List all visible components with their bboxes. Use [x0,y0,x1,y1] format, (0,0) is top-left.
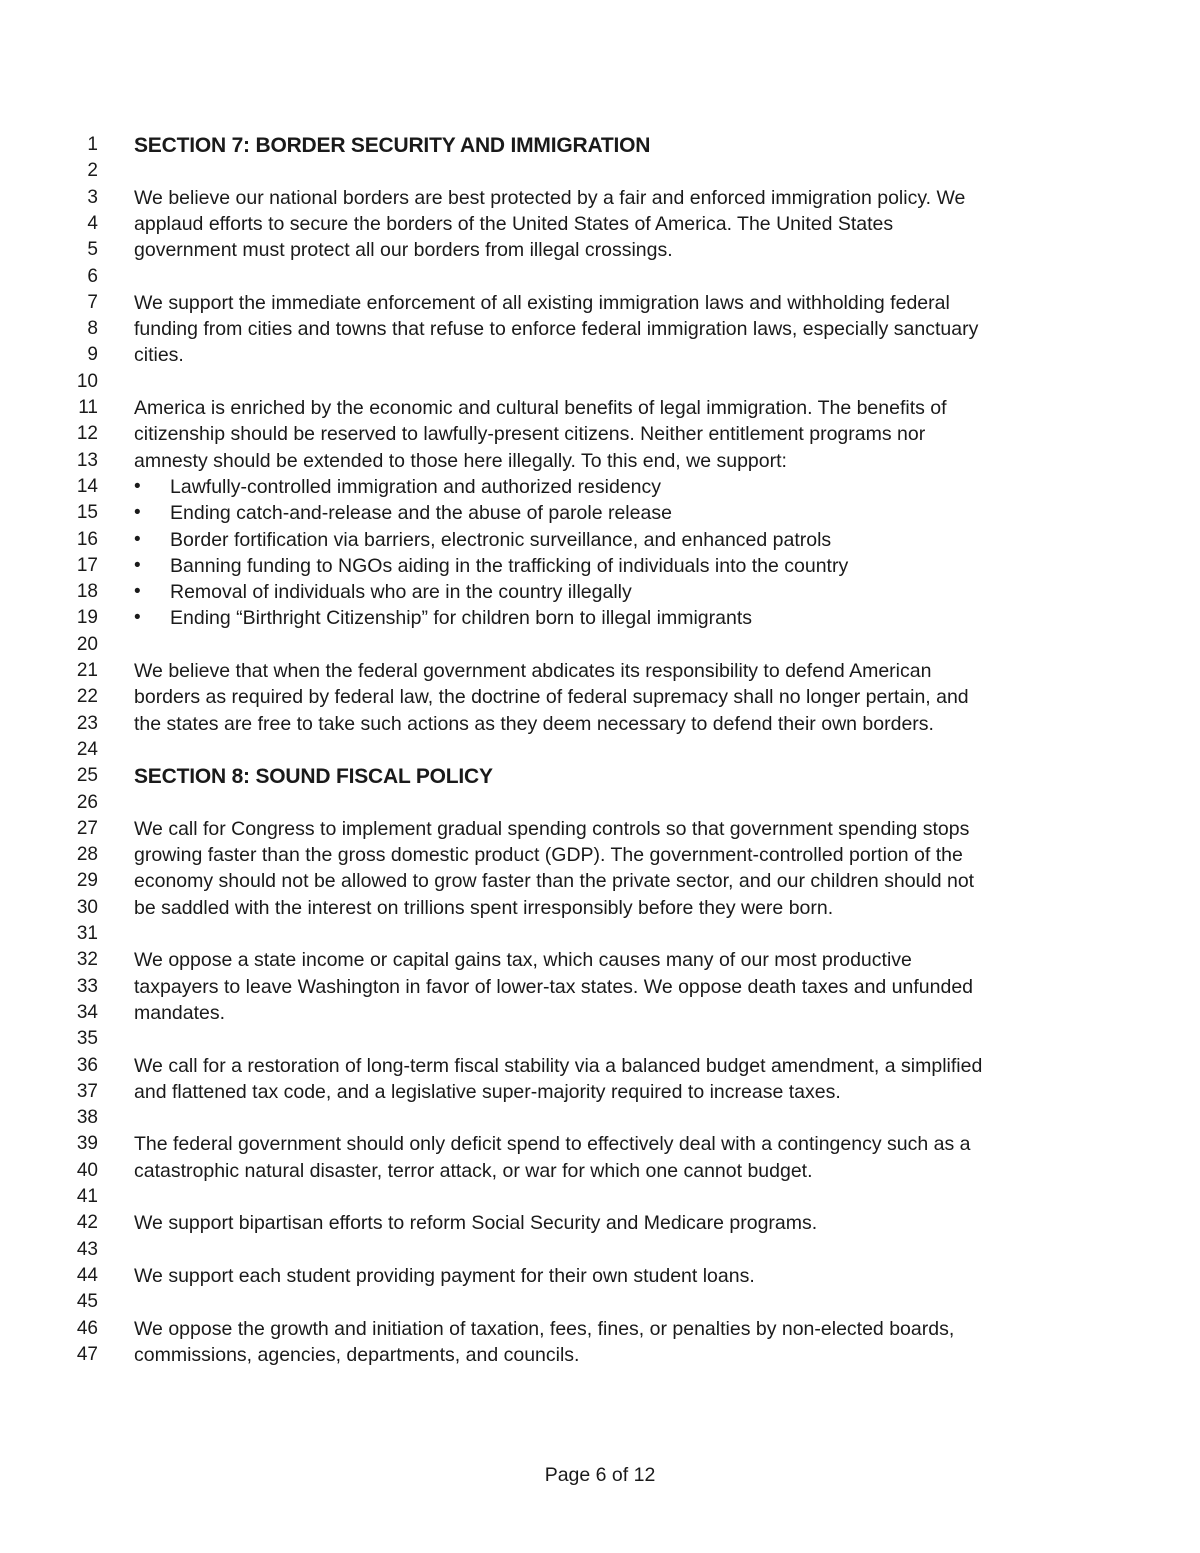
text-line [0,816,1200,842]
line-number: 11 [78,397,98,418]
line-number: 6 [87,265,98,287]
line-number: 46 [76,1317,98,1339]
line-number: 3 [87,186,98,208]
line-text: economy should not be allowed to grow faster than the private sector, and our children should not [134,870,975,893]
text-line [0,868,1200,894]
line-text: funding from cities and towns that refuse to enforce federal immigration laws, especially sanctuary [134,318,979,341]
line-number: 18 [76,581,98,603]
line-number: 32 [76,949,98,971]
line-text: growing faster than the gross domestic product (GDP). The government-controlled portion of the [134,844,963,867]
text-line [0,895,1200,921]
line-number: 23 [76,712,98,734]
text-line [0,1131,1200,1157]
line-text: We believe our national borders are best protected by a fair and enforced immigration policy. We [134,186,966,209]
line-text: America is enriched by the economic and cultural benefits of legal immigration. The benefits of [134,397,947,419]
text-line [0,1026,1200,1052]
line-number: 36 [76,1054,98,1076]
bullet-icon: • [134,554,141,576]
line-number: 35 [76,1028,98,1050]
line-number: 37 [76,1080,98,1102]
text-line [0,211,1200,237]
page-footer: Page 6 of 12 [544,1464,656,1486]
section-heading: SECTION 8: SOUND FISCAL POLICY [134,765,493,789]
line-text: taxpayers to leave Washington in favor of lower-tax states. We oppose death taxes and unfunded [134,975,974,998]
text-line [0,1184,1200,1210]
line-number: 10 [76,370,98,392]
line-number: 31 [76,923,98,944]
line-text: We believe that when the federal government abdicates its responsibility to defend American [134,660,932,682]
line-number: 7 [87,291,98,313]
section-heading: SECTION 7: BORDER SECURITY AND IMMIGRATION [134,134,651,157]
line-text: We oppose a state income or capital gains tax, which causes many of our most productive [134,949,912,972]
line-number: 2 [87,160,98,182]
line-number: 19 [76,607,98,629]
line-number: 28 [76,844,98,866]
line-number: 38 [76,1107,98,1129]
text-line [0,237,1200,263]
bullet-line [0,474,1200,500]
line-text: We support bipartisan efforts to reform Social Security and Medicare programs. [134,1212,818,1235]
text-line [0,790,1200,816]
line-text: commissions, agencies, departments, and councils. [134,1343,580,1366]
text-line [0,921,1200,947]
bullet-icon: • [134,502,141,524]
line-number: 4 [87,212,98,234]
bullet-line [0,553,1200,579]
line-number: 16 [76,528,98,550]
text-line [0,1000,1200,1026]
bullet-icon: • [134,607,141,629]
line-text: government must protect all our borders from illegal crossings. [134,239,673,262]
line-text: We call for Congress to implement gradual spending controls so that government spending stops [134,817,970,840]
line-number: 34 [76,1001,98,1023]
line-number: 8 [87,318,98,340]
line-number: 27 [76,817,98,839]
line-text: catastrophic natural disaster, terror attack, or war for which one cannot budget. [134,1159,813,1182]
text-line [0,1237,1200,1263]
line-text: be saddled with the interest on trillions spent irresponsibly before they were born. [134,896,834,919]
line-number: 25 [76,765,98,787]
line-number: 15 [76,502,98,524]
bullet-line [0,605,1200,631]
text-line [0,369,1200,395]
text-line [0,1158,1200,1184]
line-text: citizenship should be reserved to lawfully-present citizens. Neither entitlement programs nor [134,423,926,446]
line-number: 45 [76,1291,98,1313]
text-line [0,316,1200,342]
bullet-line [0,579,1200,605]
line-number: 14 [76,475,98,497]
line-number: 13 [76,449,98,471]
line-number: 30 [76,896,98,918]
line-number: 17 [76,554,98,576]
line-number: 40 [76,1159,98,1181]
line-number: 22 [76,686,98,708]
text-line [0,1263,1200,1289]
text-line [0,158,1200,184]
text-line [0,658,1200,684]
text-line [0,342,1200,368]
line-text: applaud efforts to secure the borders of the United States of America. The United States [134,212,894,235]
line-text: The federal government should only deficit spend to effectively deal with a contingency such as a [134,1133,971,1156]
text-line [0,1210,1200,1236]
line-number: 29 [76,870,98,892]
line-number: 33 [76,975,98,997]
text-line [0,947,1200,973]
bullet-icon: • [134,581,141,603]
text-line [0,185,1200,211]
text-line [0,290,1200,316]
text-line [0,1053,1200,1079]
line-text: We support the immediate enforcement of all existing immigration laws and withholding federal [134,291,950,314]
line-text: We call for a restoration of long-term fiscal stability via a balanced budget amendment, a simplified [134,1054,983,1077]
line-number: 26 [76,791,98,813]
text-line [0,711,1200,737]
bullet-text: Removal of individuals who are in the country illegally [170,581,632,604]
line-text: amnesty should be extended to those here illegally. To this end, we support: [134,449,787,472]
line-number: 44 [76,1264,98,1286]
text-line [0,632,1200,658]
bullet-text: Banning funding to NGOs aiding in the trafficking of individuals into the country [170,554,849,577]
text-line [0,395,1200,421]
line-text: cities. [134,344,184,367]
text-line [0,684,1200,710]
text-line [0,842,1200,868]
bullet-line [0,500,1200,526]
bullet-text: Ending catch-and-release and the abuse of parole release [170,502,672,525]
section-heading-line [0,132,1200,158]
bullet-text: Lawfully-controlled immigration and authorized residency [170,475,661,498]
line-number: 24 [76,738,98,760]
bullet-text: Border fortification via barriers, electronic surveillance, and enhanced patrols [170,528,832,551]
text-line [0,264,1200,290]
section-heading-line [0,763,1200,789]
bullet-icon: • [134,528,141,550]
text-line [0,1079,1200,1105]
text-line [0,1316,1200,1342]
line-number: 5 [87,239,98,261]
line-number: 9 [87,344,98,366]
bullet-icon: • [134,475,141,497]
text-line [0,1105,1200,1131]
text-line [0,737,1200,763]
line-text: borders as required by federal law, the doctrine of federal supremacy shall no longer pertain, and [134,686,969,709]
line-number: 39 [76,1133,98,1155]
text-line [0,974,1200,1000]
line-text: We support each student providing payment for their own student loans. [134,1264,755,1287]
line-text: and flattened tax code, and a legislative super-majority required to increase taxes. [134,1080,841,1103]
line-number: 43 [76,1238,98,1260]
text-line [0,421,1200,447]
line-number: 20 [76,633,98,655]
line-text: mandates. [134,1001,226,1024]
line-number: 21 [76,660,98,681]
bullet-line [0,527,1200,553]
line-number: 1 [87,134,98,155]
text-line [0,1342,1200,1368]
bullet-text: Ending “Birthright Citizenship” for children born to illegal immigrants [170,607,753,630]
text-line [0,448,1200,474]
line-number: 47 [76,1343,98,1365]
line-number: 42 [76,1212,98,1234]
text-line [0,1289,1200,1315]
line-text: We oppose the growth and initiation of taxation, fees, fines, or penalties by non-elected boards, [134,1317,955,1340]
line-number: 12 [76,423,98,445]
line-text: the states are free to take such actions as they deem necessary to defend their own borders. [134,712,934,735]
line-number: 41 [76,1186,98,1207]
